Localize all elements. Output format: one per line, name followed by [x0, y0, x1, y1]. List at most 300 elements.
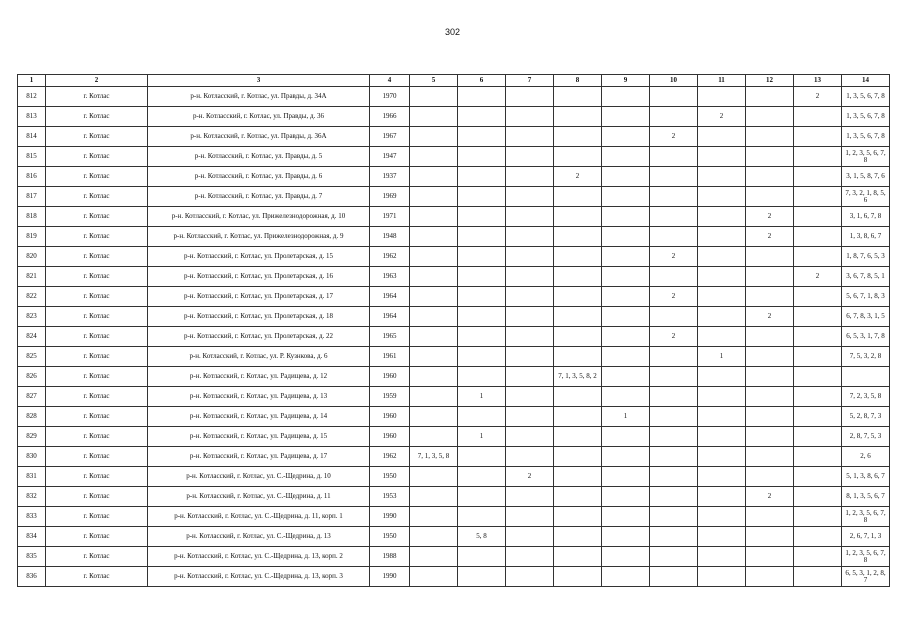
- table-row: [18, 447, 890, 467]
- table-cell-col-12: [746, 427, 794, 447]
- table-cell-col-1: 821: [18, 267, 46, 287]
- table-cell-col-11: [698, 307, 746, 327]
- table-cell-col-8: [554, 447, 602, 467]
- table-cell-col-11: [698, 147, 746, 167]
- table-cell-col-1: 836: [18, 567, 46, 587]
- table-cell-col-6: [458, 447, 506, 467]
- table-cell-col-11: [698, 267, 746, 287]
- table-cell-col-11: 1: [698, 347, 746, 367]
- table-cell-col-12: [746, 547, 794, 567]
- table-body: [18, 87, 890, 587]
- table-cell-col-11: [698, 547, 746, 567]
- table-cell-col-10: [650, 167, 698, 187]
- table-cell-col-4: 1970: [370, 87, 410, 107]
- table-cell-col-14: 6, 5, 3, 1, 7, 8: [842, 327, 890, 347]
- table-cell-col-8: [554, 107, 602, 127]
- table-cell-col-14: 7, 2, 3, 5, 8: [842, 387, 890, 407]
- table-row: [18, 107, 890, 127]
- table-cell-col-10: [650, 487, 698, 507]
- table-cell-col-5: [410, 247, 458, 267]
- table-cell-col-7: [506, 87, 554, 107]
- table-header: [18, 75, 890, 87]
- table-cell-col-2: г. Котлас: [46, 527, 148, 547]
- table-cell-col-3: р-н. Котласский, г. Котлас, ул. С.-Щедрина, д. 13, корп. 2: [148, 547, 370, 567]
- table-cell-col-11: [698, 487, 746, 507]
- table-cell-col-5: [410, 367, 458, 387]
- table-cell-col-12: [746, 407, 794, 427]
- table-cell-col-14: 5, 6, 7, 1, 8, 3: [842, 287, 890, 307]
- table-cell-col-6: [458, 167, 506, 187]
- table-row: [18, 327, 890, 347]
- table-cell-col-8: 7, 1, 3, 5, 8, 2: [554, 367, 602, 387]
- table-cell-col-1: 812: [18, 87, 46, 107]
- table-cell-col-14: 1, 2, 3, 5, 6, 7, 8: [842, 507, 890, 527]
- table-cell-col-14: 1, 3, 5, 6, 7, 8: [842, 127, 890, 147]
- table-cell-col-7: [506, 287, 554, 307]
- table-cell-col-2: г. Котлас: [46, 147, 148, 167]
- table-cell-col-1: 825: [18, 347, 46, 367]
- table-row: [18, 127, 890, 147]
- table-cell-col-6: [458, 227, 506, 247]
- table-cell-col-6: [458, 287, 506, 307]
- table-cell-col-11: [698, 407, 746, 427]
- table-cell-col-4: 1959: [370, 387, 410, 407]
- table-cell-col-8: [554, 307, 602, 327]
- table-cell-col-14: 7, 3, 2, 1, 8, 5, 6: [842, 187, 890, 207]
- table-cell-col-3: р-н. Котласский, г. Котлас, ул. Прижелезнодорожная, д. 9: [148, 227, 370, 247]
- table-cell-col-1: 831: [18, 467, 46, 487]
- table-cell-col-5: 7, 1, 3, 5, 8: [410, 447, 458, 467]
- table-cell-col-11: [698, 167, 746, 187]
- table-cell-col-12: [746, 287, 794, 307]
- table-cell-col-8: [554, 507, 602, 527]
- table-row: [18, 167, 890, 187]
- table-cell-col-13: [794, 247, 842, 267]
- table-cell-col-9: [602, 547, 650, 567]
- table-cell-col-1: 819: [18, 227, 46, 247]
- table-cell-col-7: [506, 207, 554, 227]
- table-row: [18, 467, 890, 487]
- table-row: [18, 347, 890, 367]
- table-cell-col-2: г. Котлас: [46, 387, 148, 407]
- table-cell-col-8: [554, 207, 602, 227]
- table-cell-col-8: [554, 267, 602, 287]
- table-cell-col-2: г. Котлас: [46, 307, 148, 327]
- table-row: [18, 487, 890, 507]
- table-cell-col-8: [554, 387, 602, 407]
- table-cell-col-14: 1, 2, 3, 5, 6, 7, 8: [842, 547, 890, 567]
- table-cell-col-6: 1: [458, 387, 506, 407]
- table-cell-col-9: 1: [602, 407, 650, 427]
- table-cell-col-4: 1948: [370, 227, 410, 247]
- table-cell-col-3: р-н. Котласский, г. Котлас, ул. Пролетарская, д. 16: [148, 267, 370, 287]
- table-cell-col-13: [794, 347, 842, 367]
- table-cell-col-10: [650, 227, 698, 247]
- table-cell-col-7: [506, 327, 554, 347]
- column-header-8: 8: [554, 75, 602, 87]
- table-cell-col-10: [650, 87, 698, 107]
- table-cell-col-9: [602, 467, 650, 487]
- table-cell-col-11: [698, 567, 746, 587]
- table-cell-col-1: 820: [18, 247, 46, 267]
- table-cell-col-7: [506, 147, 554, 167]
- table-cell-col-13: [794, 307, 842, 327]
- table-cell-col-13: [794, 207, 842, 227]
- table-cell-col-6: [458, 247, 506, 267]
- table-cell-col-4: 1966: [370, 107, 410, 127]
- table-cell-col-2: г. Котлас: [46, 287, 148, 307]
- table-cell-col-1: 815: [18, 147, 46, 167]
- table-cell-col-10: [650, 527, 698, 547]
- table-cell-col-13: 2: [794, 267, 842, 287]
- table-cell-col-14: 7, 5, 3, 2, 8: [842, 347, 890, 367]
- table-cell-col-3: р-н. Котласский, г. Котлас, ул. Радищева, д. 15: [148, 427, 370, 447]
- table-cell-col-7: [506, 447, 554, 467]
- table-cell-col-12: [746, 527, 794, 547]
- table-cell-col-7: [506, 107, 554, 127]
- table-cell-col-3: р-н. Котласский, г. Котлас, ул. С.-Щедрина, д. 10: [148, 467, 370, 487]
- table-cell-col-3: р-н. Котласский, г. Котлас, ул. Пролетарская, д. 22: [148, 327, 370, 347]
- table-cell-col-3: р-н. Котласский, г. Котлас, ул. Прижелезнодорожная, д. 10: [148, 207, 370, 227]
- table-cell-col-5: [410, 147, 458, 167]
- table-cell-col-11: [698, 427, 746, 447]
- table-cell-col-10: [650, 387, 698, 407]
- table-cell-col-13: [794, 227, 842, 247]
- table-cell-col-13: [794, 187, 842, 207]
- table-cell-col-14: 5, 2, 8, 7, 3: [842, 407, 890, 427]
- table-cell-col-6: 5, 8: [458, 527, 506, 547]
- table-cell-col-13: [794, 407, 842, 427]
- table-cell-col-8: [554, 547, 602, 567]
- table-cell-col-2: г. Котлас: [46, 167, 148, 187]
- table-cell-col-5: [410, 387, 458, 407]
- column-header-5: 5: [410, 75, 458, 87]
- table-cell-col-8: [554, 87, 602, 107]
- table-cell-col-6: [458, 347, 506, 367]
- table-cell-col-5: [410, 287, 458, 307]
- table-cell-col-7: [506, 527, 554, 547]
- table-cell-col-4: 1965: [370, 327, 410, 347]
- table-cell-col-2: г. Котлас: [46, 507, 148, 527]
- table-cell-col-14: 1, 8, 7, 6, 5, 3: [842, 247, 890, 267]
- table-cell-col-14: 3, 6, 7, 8, 5, 1: [842, 267, 890, 287]
- table-cell-col-7: [506, 567, 554, 587]
- table-cell-col-2: г. Котлас: [46, 547, 148, 567]
- table-cell-col-9: [602, 387, 650, 407]
- table-cell-col-4: 1960: [370, 407, 410, 427]
- table-cell-col-10: [650, 507, 698, 527]
- table-cell-col-1: 827: [18, 387, 46, 407]
- table-cell-col-5: [410, 327, 458, 347]
- table-cell-col-1: 817: [18, 187, 46, 207]
- table-row: [18, 247, 890, 267]
- table-cell-col-9: [602, 447, 650, 467]
- table-cell-col-8: [554, 407, 602, 427]
- table-cell-col-1: 828: [18, 407, 46, 427]
- column-header-10: 10: [650, 75, 698, 87]
- table-cell-col-1: 832: [18, 487, 46, 507]
- table-row: [18, 267, 890, 287]
- table-cell-col-3: р-н. Котласский, г. Котлас, ул. Правды, д. 5: [148, 147, 370, 167]
- table-cell-col-12: [746, 267, 794, 287]
- table-cell-col-8: [554, 247, 602, 267]
- table-cell-col-12: [746, 87, 794, 107]
- table-cell-col-2: г. Котлас: [46, 247, 148, 267]
- table-cell-col-12: [746, 367, 794, 387]
- table-row: [18, 87, 890, 107]
- table-cell-col-4: 1964: [370, 307, 410, 327]
- table-cell-col-4: 1971: [370, 207, 410, 227]
- table-cell-col-4: 1950: [370, 467, 410, 487]
- table-cell-col-10: [650, 267, 698, 287]
- table-cell-col-3: р-н. Котласский, г. Котлас, ул. Радищева, д. 17: [148, 447, 370, 467]
- table-cell-col-5: [410, 407, 458, 427]
- table-row: [18, 307, 890, 327]
- table-cell-col-4: 1950: [370, 527, 410, 547]
- column-header-6: 6: [458, 75, 506, 87]
- table-cell-col-14: 2, 6: [842, 447, 890, 467]
- table-cell-col-12: [746, 127, 794, 147]
- table-cell-col-14: 3, 1, 6, 7, 8: [842, 207, 890, 227]
- table-cell-col-14: 3, 1, 5, 8, 7, 6: [842, 167, 890, 187]
- table-cell-col-10: [650, 307, 698, 327]
- table-cell-col-3: р-н. Котласский, г. Котлас, ул. Правды, д. 36: [148, 107, 370, 127]
- table-cell-col-12: [746, 387, 794, 407]
- table-cell-col-5: [410, 207, 458, 227]
- table-cell-col-6: [458, 487, 506, 507]
- table-cell-col-10: [650, 147, 698, 167]
- table-cell-col-14: 8, 1, 3, 5, 6, 7: [842, 487, 890, 507]
- table-cell-col-11: [698, 507, 746, 527]
- table-cell-col-2: г. Котлас: [46, 327, 148, 347]
- table-cell-col-11: 2: [698, 107, 746, 127]
- column-header-9: 9: [602, 75, 650, 87]
- table-cell-col-2: г. Котлас: [46, 207, 148, 227]
- page-number: 302: [444, 27, 461, 37]
- table-cell-col-10: [650, 187, 698, 207]
- table-cell-col-9: [602, 147, 650, 167]
- table-cell-col-13: [794, 507, 842, 527]
- table-cell-col-3: р-н. Котласский, г. Котлас, ул. Р. Кузнкова, д. 6: [148, 347, 370, 367]
- register-table: [17, 74, 890, 587]
- table-cell-col-2: г. Котлас: [46, 107, 148, 127]
- table-cell-col-7: [506, 367, 554, 387]
- header-row: [18, 75, 890, 87]
- table-cell-col-3: р-н. Котласский, г. Котлас, ул. Пролетарская, д. 18: [148, 307, 370, 327]
- table-cell-col-13: [794, 127, 842, 147]
- table-cell-col-2: г. Котлас: [46, 407, 148, 427]
- table-cell-col-6: [458, 147, 506, 167]
- table-cell-col-1: 813: [18, 107, 46, 127]
- table-cell-col-10: 2: [650, 247, 698, 267]
- table-cell-col-2: г. Котлас: [46, 227, 148, 247]
- table-cell-col-6: [458, 367, 506, 387]
- column-header-3: 3: [148, 75, 370, 87]
- table-cell-col-8: [554, 427, 602, 447]
- table-cell-col-2: г. Котлас: [46, 567, 148, 587]
- column-header-14: 14: [842, 75, 890, 87]
- table-cell-col-1: 835: [18, 547, 46, 567]
- table-cell-col-11: [698, 527, 746, 547]
- table-cell-col-6: [458, 567, 506, 587]
- table-cell-col-8: [554, 127, 602, 147]
- table-cell-col-13: [794, 427, 842, 447]
- table-cell-col-10: [650, 347, 698, 367]
- table-cell-col-13: [794, 447, 842, 467]
- table-cell-col-12: [746, 247, 794, 267]
- table-cell-col-9: [602, 167, 650, 187]
- table-cell-col-4: 1947: [370, 147, 410, 167]
- table-cell-col-11: [698, 187, 746, 207]
- table-row: [18, 567, 890, 587]
- table-cell-col-6: [458, 127, 506, 147]
- table-cell-col-5: [410, 187, 458, 207]
- table-cell-col-13: [794, 107, 842, 127]
- table-cell-col-5: [410, 567, 458, 587]
- table-cell-col-3: р-н. Котласский, г. Котлас, ул. Радищева, д. 14: [148, 407, 370, 427]
- table-cell-col-2: г. Котлас: [46, 487, 148, 507]
- table-cell-col-4: 1962: [370, 447, 410, 467]
- table-cell-col-7: [506, 347, 554, 367]
- table-cell-col-5: [410, 427, 458, 447]
- table-cell-col-11: [698, 207, 746, 227]
- table-cell-col-1: 824: [18, 327, 46, 347]
- table-cell-col-7: [506, 267, 554, 287]
- table-cell-col-4: 1990: [370, 567, 410, 587]
- table-cell-col-11: [698, 227, 746, 247]
- table-cell-col-2: г. Котлас: [46, 367, 148, 387]
- table-cell-col-9: [602, 367, 650, 387]
- table-cell-col-10: 2: [650, 327, 698, 347]
- table-cell-col-10: [650, 367, 698, 387]
- table-row: [18, 527, 890, 547]
- table-cell-col-14: 1, 3, 5, 6, 7, 8: [842, 87, 890, 107]
- table-cell-col-1: 833: [18, 507, 46, 527]
- table-cell-col-7: [506, 387, 554, 407]
- table-cell-col-11: [698, 447, 746, 467]
- table-cell-col-7: [506, 187, 554, 207]
- table-cell-col-14: 6, 7, 8, 3, 1, 5: [842, 307, 890, 327]
- table-cell-col-5: [410, 107, 458, 127]
- table-cell-col-5: [410, 267, 458, 287]
- table-cell-col-10: [650, 547, 698, 567]
- table-cell-col-13: [794, 327, 842, 347]
- table-cell-col-7: [506, 307, 554, 327]
- table-cell-col-5: [410, 507, 458, 527]
- table-cell-col-6: [458, 307, 506, 327]
- table-cell-col-3: р-н. Котласский, г. Котлас, ул. Правды, д. 7: [148, 187, 370, 207]
- table-cell-col-7: [506, 227, 554, 247]
- table-cell-col-2: г. Котлас: [46, 187, 148, 207]
- table-cell-col-12: [746, 567, 794, 587]
- table-cell-col-12: [746, 147, 794, 167]
- table-cell-col-5: [410, 547, 458, 567]
- table-cell-col-12: 2: [746, 227, 794, 247]
- table-cell-col-9: [602, 527, 650, 547]
- column-header-12: 12: [746, 75, 794, 87]
- table-cell-col-2: г. Котлас: [46, 447, 148, 467]
- table-cell-col-11: [698, 247, 746, 267]
- table-cell-col-8: [554, 347, 602, 367]
- table-cell-col-8: 2: [554, 167, 602, 187]
- table-cell-col-11: [698, 387, 746, 407]
- table-cell-col-4: 1969: [370, 187, 410, 207]
- table-cell-col-12: [746, 467, 794, 487]
- table-row: [18, 187, 890, 207]
- table-cell-col-11: [698, 367, 746, 387]
- table-cell-col-9: [602, 187, 650, 207]
- table-cell-col-1: 814: [18, 127, 46, 147]
- column-header-1: 1: [18, 75, 46, 87]
- table-row: [18, 547, 890, 567]
- table-cell-col-9: [602, 567, 650, 587]
- table-cell-col-6: [458, 87, 506, 107]
- table-cell-col-10: [650, 467, 698, 487]
- table-cell-col-14: 1, 3, 8, 6, 7: [842, 227, 890, 247]
- table-cell-col-1: 816: [18, 167, 46, 187]
- table-cell-col-13: [794, 387, 842, 407]
- table-cell-col-9: [602, 287, 650, 307]
- table-row: [18, 287, 890, 307]
- table-cell-col-3: р-н. Котласский, г. Котлас, ул. С.-Щедрина, д. 11: [148, 487, 370, 507]
- table-cell-col-7: [506, 487, 554, 507]
- table-cell-col-4: 1960: [370, 427, 410, 447]
- table-cell-col-9: [602, 247, 650, 267]
- table-cell-col-12: 2: [746, 307, 794, 327]
- table-cell-col-3: р-н. Котласский, г. Котлас, ул. Радищева, д. 12: [148, 367, 370, 387]
- table-cell-col-8: [554, 187, 602, 207]
- table-cell-col-5: [410, 487, 458, 507]
- table-cell-col-12: 2: [746, 487, 794, 507]
- table-cell-col-9: [602, 227, 650, 247]
- table-cell-col-3: р-н. Котласский, г. Котлас, ул. Правды, д. 36А: [148, 127, 370, 147]
- table-cell-col-12: 2: [746, 207, 794, 227]
- table-cell-col-13: [794, 547, 842, 567]
- table-cell-col-5: [410, 527, 458, 547]
- table-cell-col-10: [650, 107, 698, 127]
- table-cell-col-9: [602, 87, 650, 107]
- table-row: [18, 147, 890, 167]
- table-cell-col-6: [458, 107, 506, 127]
- table-cell-col-4: 1967: [370, 127, 410, 147]
- column-header-11: 11: [698, 75, 746, 87]
- table-row: [18, 407, 890, 427]
- table-cell-col-10: [650, 407, 698, 427]
- table-cell-col-9: [602, 507, 650, 527]
- table-cell-col-8: [554, 327, 602, 347]
- table-cell-col-11: [698, 287, 746, 307]
- table-cell-col-4: 1937: [370, 167, 410, 187]
- table-cell-col-12: [746, 327, 794, 347]
- table-cell-col-7: [506, 547, 554, 567]
- table-cell-col-6: 1: [458, 427, 506, 447]
- table-cell-col-9: [602, 347, 650, 367]
- table-cell-col-10: 2: [650, 127, 698, 147]
- table-cell-col-12: [746, 107, 794, 127]
- table-cell-col-12: [746, 447, 794, 467]
- table-cell-col-9: [602, 207, 650, 227]
- table-cell-col-11: [698, 127, 746, 147]
- table-cell-col-4: 1988: [370, 547, 410, 567]
- table-cell-col-6: [458, 507, 506, 527]
- table-cell-col-5: [410, 127, 458, 147]
- table-cell-col-3: р-н. Котласский, г. Котлас, ул. Пролетарская, д. 15: [148, 247, 370, 267]
- table-cell-col-6: [458, 187, 506, 207]
- table-row: [18, 227, 890, 247]
- table-cell-col-11: [698, 467, 746, 487]
- table-cell-col-3: р-н. Котласский, г. Котлас, ул. С.-Щедрина, д. 13: [148, 527, 370, 547]
- table-cell-col-13: [794, 487, 842, 507]
